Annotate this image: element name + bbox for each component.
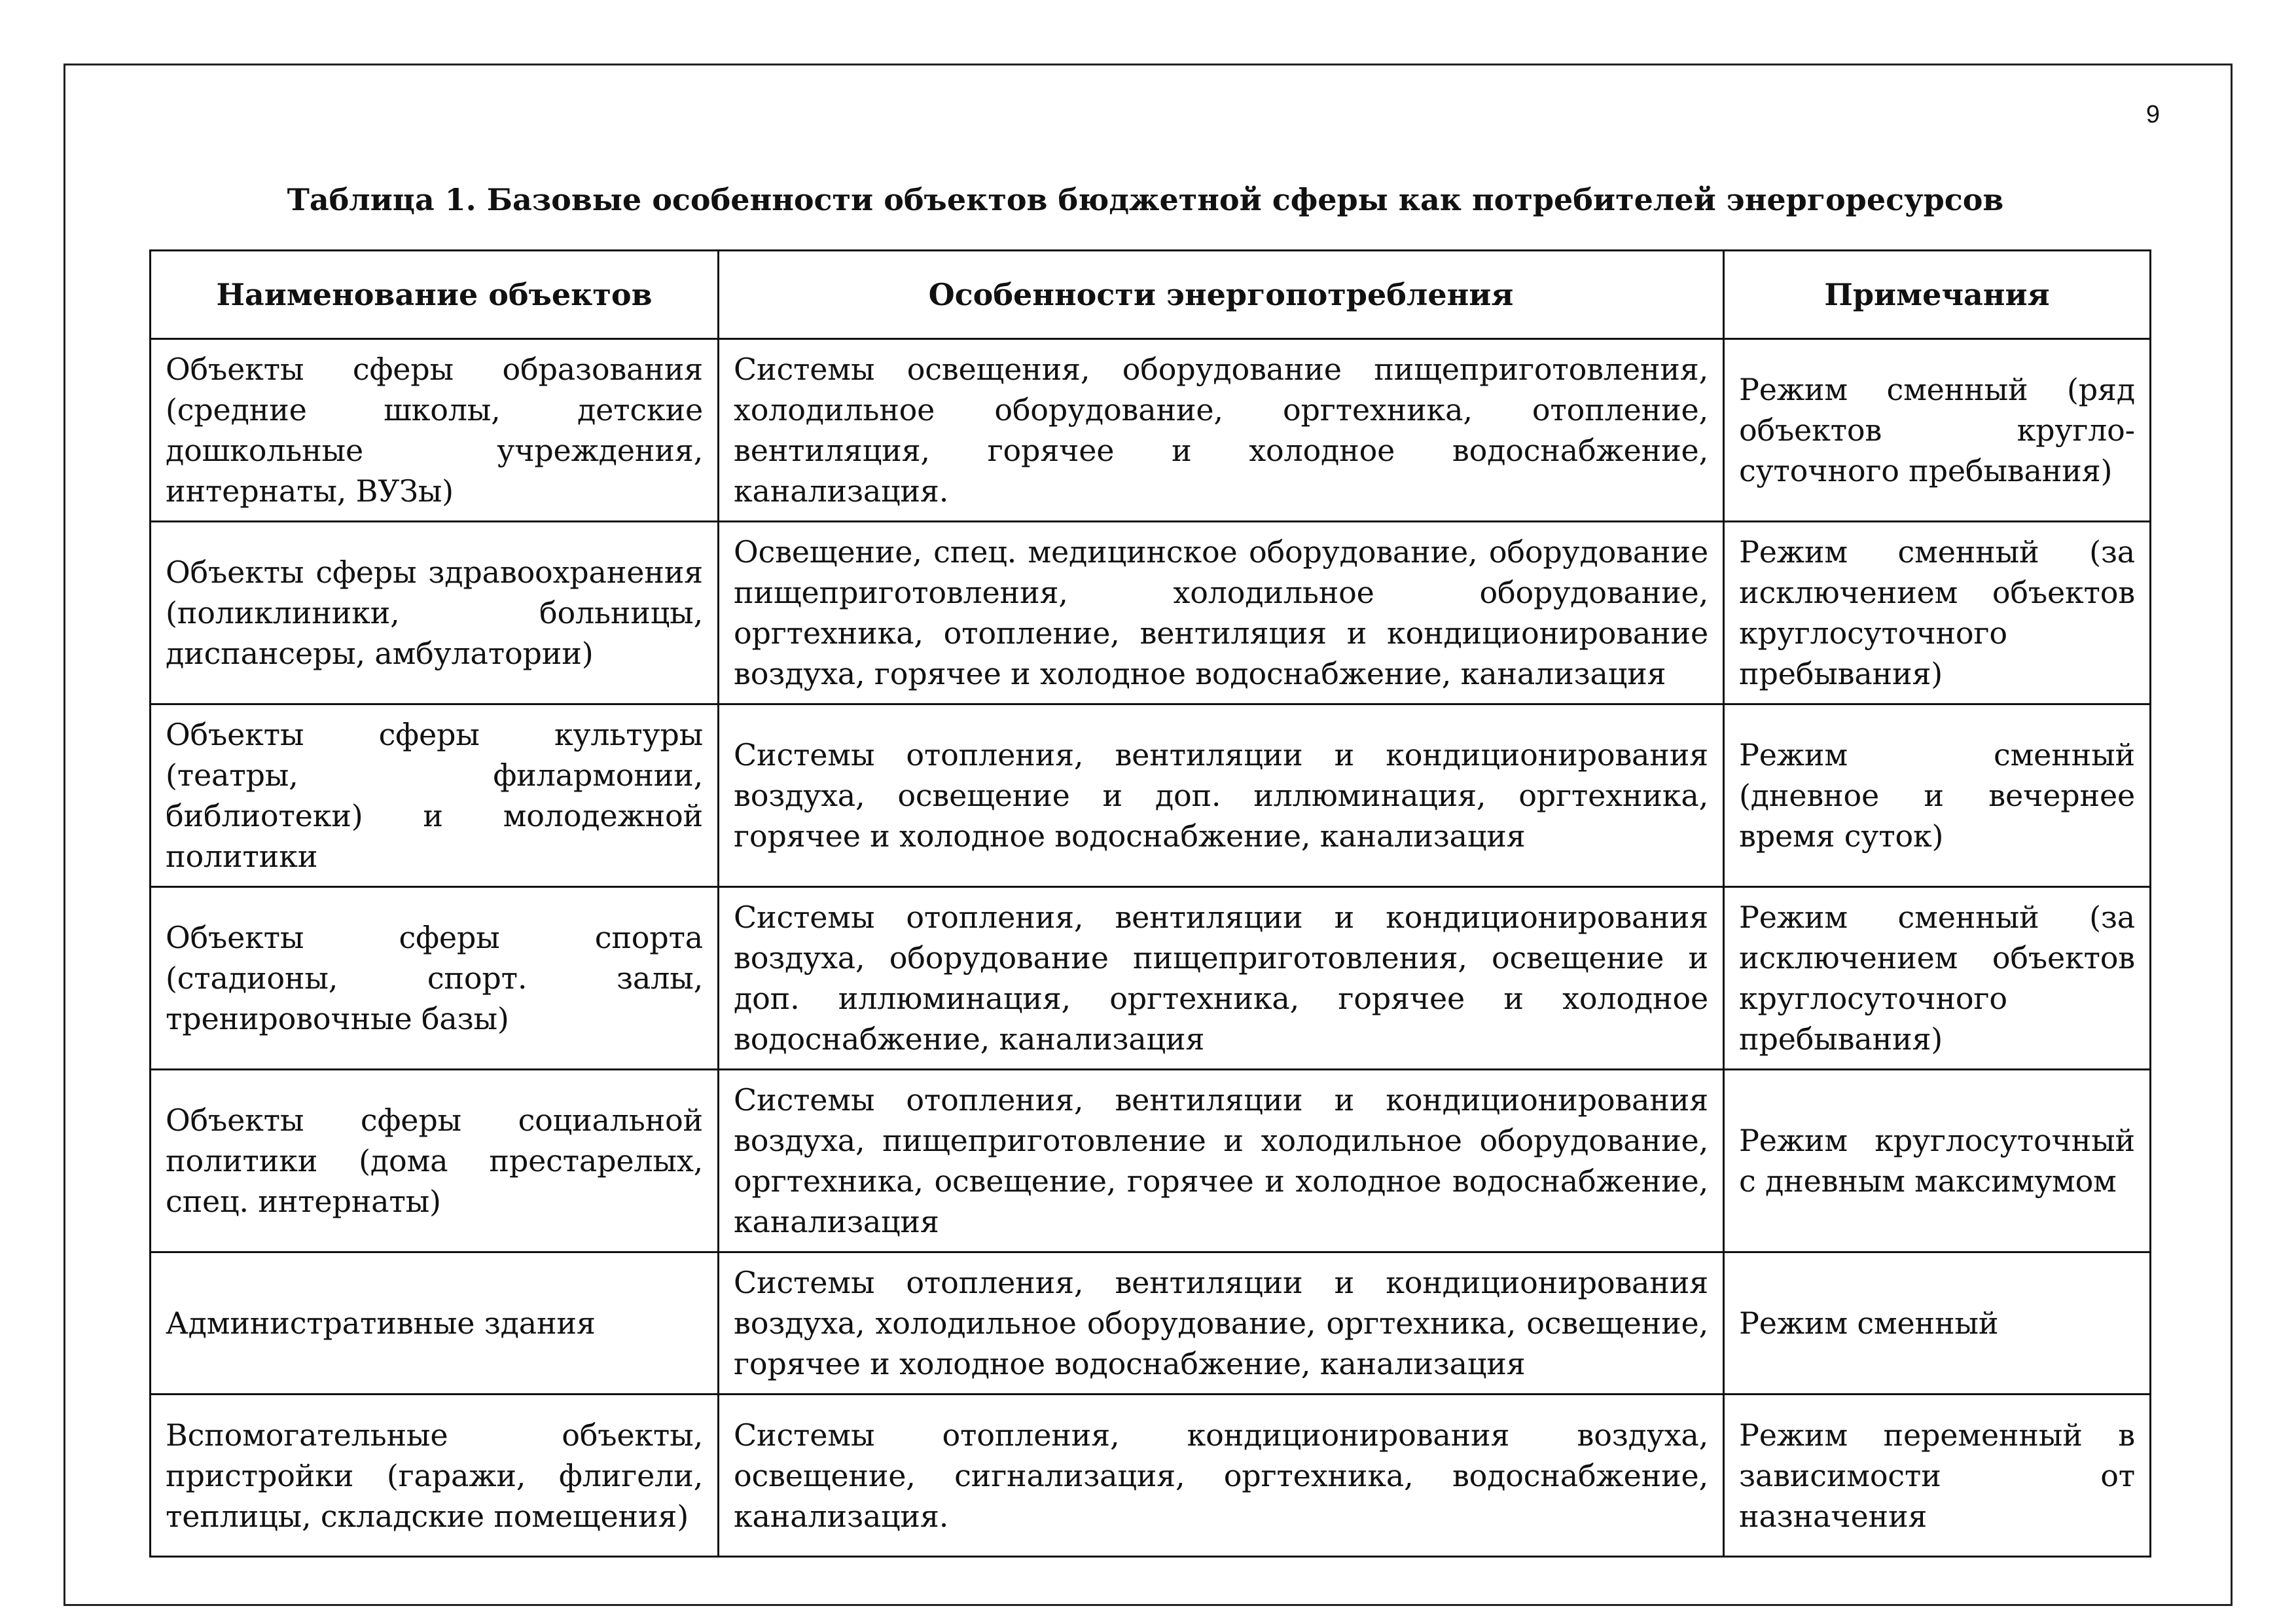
- table-row: [151, 1395, 2151, 1557]
- table-row: [151, 704, 2151, 887]
- table-row: [151, 522, 2151, 704]
- header-notes: Примечания: [1724, 251, 2151, 339]
- features-cell: Системы отопления, вентиляции и кондиционирования воздуха, освещение и доп. иллюминация, оргтехника, горячее и холодное водоснабжение, канализация: [719, 704, 1724, 887]
- notes-cell: Режим сменный (за исключением объектов круглосуточного пребывания): [1724, 887, 2151, 1070]
- features-cell: Системы отопления, кондиционирования воздуха, освещение, сигнализация, оргтехника, водоснабжение, канализация.: [719, 1395, 1724, 1557]
- features-cell: Системы освещения, оборудование пищеприготовления, холодильное оборудование, оргтехника, отопление, вентиляция, горячее и холодное водоснабжение, канализация.: [719, 339, 1724, 522]
- features-cell: Системы отопления, вентиляции и кондиционирования воздуха, оборудование пищеприготовления, освещение и доп. иллюминация, оргтехника, горячее и холодное водоснабжение, канализация: [719, 887, 1724, 1070]
- notes-cell: Режим переменный в зависимости от назначения: [1724, 1395, 2151, 1557]
- table-header-row: [151, 251, 2151, 339]
- notes-cell: Режим сменный: [1724, 1252, 2151, 1395]
- table-title: Таблица 1. Базовые особенности объектов бюджетной сферы как потребителей энергоресурсов: [287, 182, 2004, 217]
- features-cell: Системы отопления, вентиляции и кондиционирования воздуха, холодильное оборудование, оргтехника, освещение, горячее и холодное водоснабжение, канализация: [719, 1252, 1724, 1395]
- object-name-cell: Объекты сферы культуры (театры, филармонии, библиотеки) и молодежной политики: [151, 704, 719, 887]
- table-row: [151, 1070, 2151, 1252]
- notes-cell: Режим сменный (ряд объектов кругло-суточного пребывания): [1724, 339, 2151, 522]
- features-cell: Системы отопления, вентиляции и кондиционирования воздуха, пищеприготовление и холодильное оборудование, оргтехника, освещение, горячее и холодное водоснабжение, канализация: [719, 1070, 1724, 1252]
- notes-cell: Режим сменный (дневное и вечернее время суток): [1724, 704, 2151, 887]
- object-name-cell: Объекты сферы здравоохранения (поликлиники, больницы, диспансеры, амбулатории): [151, 522, 719, 704]
- object-name-cell: Объекты сферы образования (средние школы, детские дошкольные учреждения, интернаты, ВУЗы): [151, 339, 719, 522]
- object-name-cell: Административные здания: [151, 1252, 719, 1395]
- table-row: [151, 339, 2151, 522]
- data-table: [149, 249, 2151, 1558]
- notes-cell: Режим круглосуточный с дневным максимумом: [1724, 1070, 2151, 1252]
- table-row: [151, 1252, 2151, 1395]
- features-cell: Освещение, спец. медицинское оборудование, оборудование пищеприготовления, холодильное оборудование, оргтехника, отопление, вентиляция и кондиционирование воздуха, горячее и холодное водоснабжение, канализация: [719, 522, 1724, 704]
- object-name-cell: Объекты сферы спорта (стадионы, спорт. залы, тренировочные базы): [151, 887, 719, 1070]
- page-number: 9: [2145, 101, 2160, 128]
- object-name-cell: Вспомогательные объекты, пристройки (гаражи, флигели, теплицы, складские помещения): [151, 1395, 719, 1557]
- header-object-name: Наименование объектов: [151, 251, 719, 339]
- header-consumption-features: Особенности энергопотребления: [719, 251, 1724, 339]
- object-name-cell: Объекты сферы социальной политики (дома престарелых, спец. интернаты): [151, 1070, 719, 1252]
- table-row: [151, 887, 2151, 1070]
- notes-cell: Режим сменный (за исключением объектов круглосуточного пребывания): [1724, 522, 2151, 704]
